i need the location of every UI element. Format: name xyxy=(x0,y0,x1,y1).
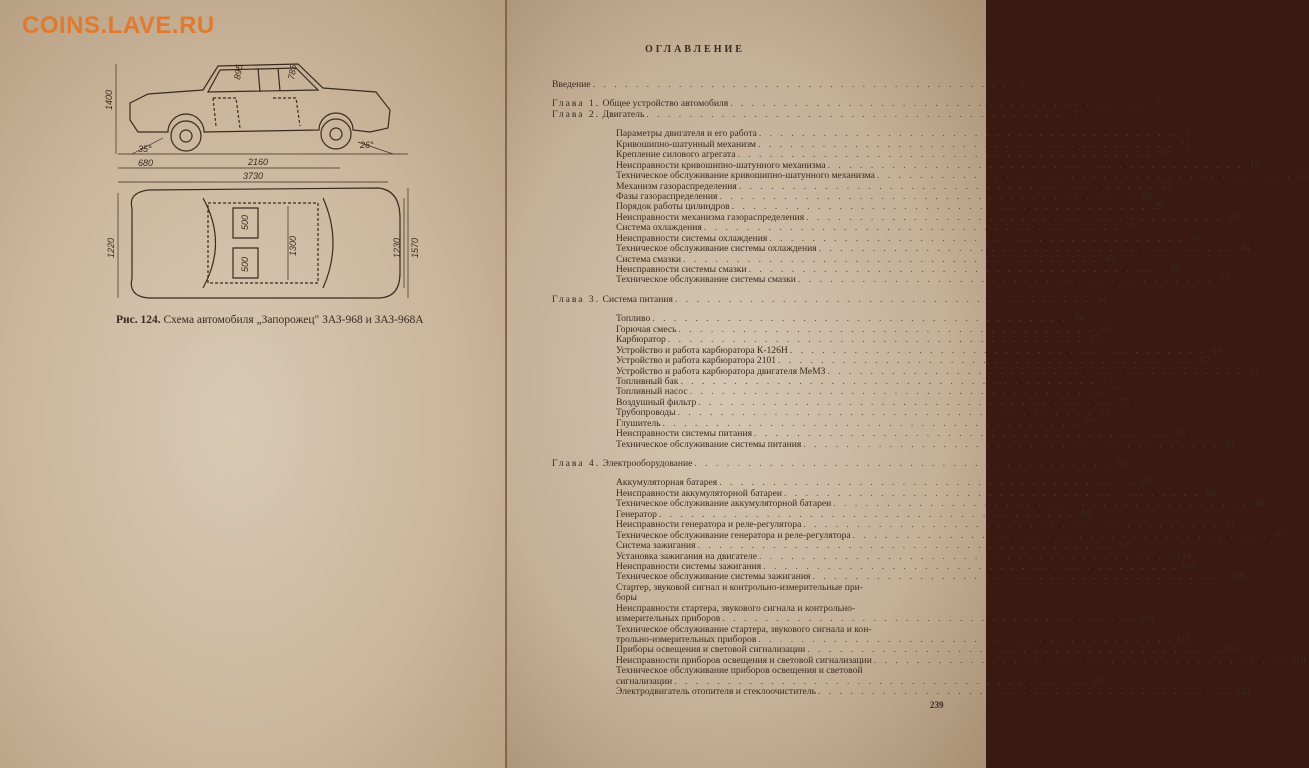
toc-entry-label: Устройство и работа карбюратора К-126Н xyxy=(616,344,788,356)
toc-page-number: 57 xyxy=(1089,334,1100,346)
toc-page-number: 11 xyxy=(1180,138,1190,150)
toc-leader-dots: . . . . . . . . . . . . . . . . . . . . . . . . . . . . . . . . . . . . . . . xyxy=(803,438,1219,450)
toc-leader-dots: . . . . . . . . . . . . . . . . . . . . . . . . . . . . . . . . . . . . . . . xyxy=(852,529,1269,541)
toc-entry-label: Фазы газораспределения xyxy=(616,190,718,202)
toc-page-number: 86 xyxy=(1206,487,1216,499)
toc-page-number: 41 xyxy=(1191,232,1202,244)
toc-leader-dots: . . . . . . . . . . . . . . . . . . . . . . . . . . . . . . . . . . . . . . . xyxy=(683,253,1099,265)
toc-chapter-entry xyxy=(552,108,1079,120)
toc-leader-dots: . . . . . . . . . . . . . . . . . . . . . . . . . . . . . . . . . . . . . . . xyxy=(652,313,1068,325)
toc-entry-label: Неисправности механизма газораспределения xyxy=(616,211,805,223)
toc-entry-title xyxy=(552,459,692,469)
toc-entry-label: Устройство и работа карбюратора двигателя МеМЗ xyxy=(616,365,826,377)
toc-leader-dots: . . . . . . . . . . . . . . . . . . . . . . . . . . . . . . . . . . . . . . . xyxy=(677,407,1094,419)
toc-entry-label: Топливный насос xyxy=(616,386,688,398)
dim-window-front: 895 xyxy=(232,63,245,81)
toc-entry-label: Техническое обслуживание приборов освещения и световой xyxy=(616,665,863,677)
toc-page-number: 83 xyxy=(1116,458,1127,469)
top-body-outline xyxy=(131,188,400,298)
toc-entry-label: измерительных приборов xyxy=(616,613,721,625)
seat-front xyxy=(213,98,240,128)
toc-entry-label: Генератор xyxy=(616,508,657,520)
dim-window-rear: 785 xyxy=(286,63,299,81)
front-wheel-hub xyxy=(180,130,192,142)
toc-page-number: 7 xyxy=(1185,128,1191,140)
toc-leader-dots: . . . . . . . . . . . . . . . . . . . . . . . . . . . . . . . . . . . . . . . xyxy=(783,487,1200,499)
toc-page-number: 104 xyxy=(1176,550,1192,562)
toc-entry-label: Карбюратор xyxy=(616,334,666,346)
toc-leader-dots: . . . . . . . . . . . . . . . . . . . . . . . . . . . . . . . . . . . . . . . xyxy=(833,498,1249,510)
toc-leader-dots: . . . . . . . . . . . . . . . . . . . . . . . . . . . . . . . . . . . . . . . xyxy=(703,222,1120,234)
toc-entry-label: трольно-измерительных приборов xyxy=(616,634,757,645)
toc-entry-title xyxy=(552,110,644,120)
toc-page-number: 19 xyxy=(1249,159,1260,171)
toc-page-number: 106 xyxy=(1230,571,1245,583)
toc-entry-label: Общее устройство автомобиля xyxy=(602,98,729,110)
toc-chapter-number: Глава 2. xyxy=(552,108,601,120)
toc-page-number: 93 xyxy=(1274,529,1285,541)
dim-wheelbase: 2160 xyxy=(248,157,269,167)
toc-entry-label: Трубопроводы xyxy=(616,407,676,419)
toc-leader-dots: . . . . . . . . . . . . . . . . . . . . . . . . . . . . . . . . . . . . . . . xyxy=(689,386,1106,398)
toc-page-number: 45 xyxy=(1105,253,1115,265)
rear-wheel xyxy=(321,119,351,149)
toc-entry-label: Электродвигатель отопителя и стеклоочиститель xyxy=(616,686,816,698)
toc-entry-title xyxy=(616,687,816,697)
toc-leader-dots: . . . . . . . . . . . . . . . . . . . . . . . . . . . . . . . . . . . . . . . xyxy=(674,293,1091,305)
toc-entry-title xyxy=(616,583,863,593)
toc-entry-label: Механизм газораспределения xyxy=(616,180,737,192)
toc-page-number: 29 xyxy=(1141,190,1152,202)
toc-leader-dots: . . . . . . . . . . . . . . . . . . . . . . . . . . . . . . . . . . . . . . . xyxy=(738,180,1155,192)
toc-page-number: 77 xyxy=(1084,417,1095,429)
toc-entry-label: Воздушный фильтр xyxy=(616,396,697,408)
toc-entry-label: Устройство и работа карбюратора 2101 xyxy=(616,355,777,367)
car-schematic xyxy=(104,58,428,308)
toc-leader-dots: . . . . . . . . . . . . . . . . . . . . . . . . . . . . . . . . . . . . . . . xyxy=(646,108,1063,120)
toc-leader-dots: . . . . . . . . . . . . . . . . . . . . . . . . . . . . . . . . . . . . . . . xyxy=(789,344,1206,356)
toc-leader-dots: . . . . . . . . . . . . . . . . . . . . . . . . . . . . . . . . . . . . . . . xyxy=(797,274,1214,286)
toc-page-number: 71 xyxy=(1249,365,1260,377)
dim-width-b: 1570 xyxy=(410,237,420,258)
toc-entry xyxy=(552,686,1251,698)
toc-entry-label: сигнализации xyxy=(616,675,673,687)
toc-leader-dots: . . . . . . . . . . . . . . . . . . . . . . . . . . . . . . . . . . . . . . . xyxy=(694,458,1111,469)
toc-page-number: 73 xyxy=(1102,375,1113,387)
toc-leader-dots: . . . . . . . . . . . . . . . . . . . . . . . . . . . . . . . . . . . . . . . xyxy=(758,550,1175,562)
toc-leader-dots: . . . . . . . . . . . . . . . . . . . . . . . . . . . . . . . . . . . . . . . xyxy=(778,355,1194,367)
toc-page-number: 54 xyxy=(1074,313,1084,325)
front-wheel xyxy=(171,121,201,151)
toc-chapter-number: Глава 1. xyxy=(552,98,601,110)
figure-caption-text: Схема автомобиля „Запорожец" ЗАЗ-968 и ЗАЗ-968А xyxy=(163,314,424,326)
toc-entry xyxy=(552,243,1251,255)
toc-leader-dots: . . . . . . . . . . . . . . . . . . . . . . . . . . . . . . . . . . . . . . . xyxy=(758,138,1174,150)
toc-page-number: 50 xyxy=(1170,264,1181,275)
toc-entry-label: Кривошипно-шатунный механизм xyxy=(616,138,757,150)
toc-entry-label: Стартер, звуковой сигнал и контрольно-измерительные при- xyxy=(616,581,863,593)
toc-leader-dots: . . . . . . . . . . . . . . . . . . . . . . . . . . . . . . . . . . . . . . . xyxy=(754,428,1170,440)
toc-page-number: 114 xyxy=(1140,613,1155,625)
toc-entry xyxy=(552,170,1309,182)
toc-entry-label: Техническое обслуживание системы охлаждения xyxy=(616,243,817,255)
toc-entry-label: Техническое обслуживание аккумуляторной батареи xyxy=(616,498,832,510)
toc-page-number: 77 xyxy=(1099,407,1110,419)
toc-page-number: 64 xyxy=(1211,344,1222,356)
toc-leader-dots: . . . . . . . . . . . . . . . . . . . . . . . . . . . . . . . . . . . . . . . xyxy=(680,375,1097,387)
toc-entry-label: Электрооборудование xyxy=(602,458,693,469)
toc-page-number: 94 xyxy=(1119,540,1130,552)
toc-entry-label: Неисправности приборов освещения и световой сигнализации xyxy=(616,654,872,666)
toc-entry xyxy=(552,583,952,593)
toc-page-number: 18 xyxy=(1159,149,1170,161)
toc-leader-dots: . . . . . . . . . . . . . . . . . . . . . . . . . . . . . . . . . . . . . . . xyxy=(737,149,1154,161)
toc-leader-dots: . . . . . . . . . . . . . . . . . . . . . . . . . . . . . . . . . . . . . . . xyxy=(758,634,1175,645)
dim-angle-front: 35° xyxy=(138,144,152,154)
toc-page-number: 115 xyxy=(1176,634,1191,645)
toc-leader-dots: . . . . . . . . . . . . . . . . . . . . . . . . . . . . . . . . . . . . . . . xyxy=(592,79,1009,90)
toc-leader-dots: . . . . . . . . . . . . . . . . . . . . . . . . . . . . . . . . . . . . . . . xyxy=(763,560,1179,572)
toc-page-number: 67 xyxy=(1200,355,1210,367)
toc-leader-dots: . . . . . . . . . . . . . . . . . . . . . . . . . . . . . . . . . . . . . . . xyxy=(807,644,1223,656)
toc-page-number: 120 xyxy=(1091,675,1107,687)
dim-track-left: 1220 xyxy=(106,237,116,258)
toc-page-number: 3 xyxy=(1019,79,1025,90)
toc-entry-label: Система питания xyxy=(602,293,673,305)
toc-leader-dots: . . . . . . . . . . . . . . . . . . . . . . . . . . . . . . . . . . . . . . . xyxy=(697,540,1114,552)
toc-entry xyxy=(552,438,1235,450)
toc-page-number: 120 xyxy=(1235,686,1251,698)
dim-height: 1400 xyxy=(104,89,114,110)
toc-leader-dots: . . . . . . . . . . . . . . . . . . . . . . . . . . . . . . . . . . . . . . . xyxy=(817,686,1234,698)
watermark: COINS.LAVE.RU xyxy=(22,12,215,39)
toc-leader-dots: . . . . . . . . . . . . . . . . . . . . . . . . . . . . . . . . . . . . . . . xyxy=(719,477,1135,489)
toc-leader-dots: . . . . . . . . . . . . . . . . . . . . . . . . . . . . . . . . . . . . . . . xyxy=(722,613,1138,625)
toc-entry-label: Горючая смесь xyxy=(616,323,677,335)
figure-number: Рис. 124. xyxy=(116,314,161,326)
dim-length: 3730 xyxy=(243,171,264,181)
toc-page-number: 54 xyxy=(1097,293,1107,305)
toc-page-number: 83 xyxy=(1141,477,1151,489)
toc-entry-label: Техническое обслуживание кривошипно-шатунного механизма xyxy=(616,170,875,182)
toc-entry-label: Техническое обслуживание системы зажигания xyxy=(616,571,811,583)
dim-interior-length: 1300 xyxy=(288,235,298,256)
toc-entry-label: Топливный бак xyxy=(616,375,679,387)
toc-entry-label: Порядок работы цилиндров xyxy=(616,201,730,213)
table-of-contents xyxy=(552,79,1309,698)
toc-page-number: 82 xyxy=(1225,438,1235,450)
toc-page-number: 92 xyxy=(1225,519,1236,531)
toc-chapter-entry xyxy=(552,79,1025,90)
dim-seat-rear: 500 xyxy=(240,256,250,272)
toc-page-number: 23 xyxy=(1160,180,1171,192)
side-pillar xyxy=(258,68,280,92)
toc-entry-label: Техническое обслуживание системы питания xyxy=(616,438,802,450)
toc-entry-label: Неисправности системы охлаждения xyxy=(616,232,768,244)
toc-page-number: 115 xyxy=(1224,644,1240,656)
toc-entry-label: Крепление силового агрегата xyxy=(616,149,736,161)
toc-entry-title xyxy=(616,275,796,285)
toc-entry xyxy=(552,274,1230,286)
toc-page-number: 7 xyxy=(1073,108,1079,120)
toc-leader-dots: . . . . . . . . . . . . . . . . . . . . . . . . . . . . . . . . . . . . . . . xyxy=(730,98,1146,110)
toc-leader-dots: . . . . . . . . . . . . . . . . . . . . . . . . . . . . . . . . . . . . . . . xyxy=(803,519,1220,531)
toc-entry-label: Неисправности аккумуляторной батареи xyxy=(616,487,782,499)
seat-rear xyxy=(273,98,300,126)
toc-leader-dots: . . . . . . . . . . . . . . . . . . . . . . . . . . . . . . . . . . . . . . . xyxy=(818,243,1235,255)
page-number: 239 xyxy=(930,700,944,710)
toc-page-number: 33 xyxy=(1125,222,1136,234)
toc-heading: ОГЛАВЛЕНИЕ xyxy=(645,44,745,55)
toc-chapter-entry xyxy=(552,293,1107,305)
toc-entry-label: Приборы освещения и световой сигнализации xyxy=(616,644,806,656)
toc-entry-label: Система зажигания xyxy=(616,540,696,552)
toc-leader-dots: . . . . . . . . . . . . . . . . . . . . . . . . . . . . . . . . . . . . . . . xyxy=(806,211,1222,223)
toc-page-number: 44 xyxy=(1240,243,1251,255)
toc-entry-label: Неисправности системы питания xyxy=(616,428,752,440)
toc-entry-title xyxy=(616,440,801,450)
top-cabin xyxy=(208,203,318,283)
toc-entry-label: Двигатель xyxy=(602,108,645,120)
toc-entry-label: Неисправности стартера, звукового сигнала и контрольно- xyxy=(616,602,856,614)
toc-chapter-number: Глава 4. xyxy=(552,458,601,469)
toc-page-number: 90 xyxy=(1081,508,1091,520)
toc-entry-label: Установка зажигания на двигателе xyxy=(616,550,757,562)
toc-entry-label: Система смазки xyxy=(616,253,682,265)
toc-entry-title xyxy=(552,80,591,90)
dim-front-overhang: 680 xyxy=(138,158,154,168)
toc-page-number: 29 xyxy=(1153,201,1164,213)
toc-entry-label: Глушитель xyxy=(616,417,661,429)
toc-leader-dots: . . . . . . . . . . . . . . . . . . . . . . . . . . . . . . . . . . . . . . . xyxy=(873,654,1290,666)
toc-leader-dots: . . . . . . . . . . . . . . . . . . . . . . . . . . . . . . . . . . . . . . . xyxy=(719,190,1136,202)
toc-leader-dots: . . . . . . . . . . . . . . . . . . . . . . . . . . . . . . . . . . . . . . . xyxy=(748,264,1165,275)
toc-entry-label: Топливо xyxy=(616,313,651,325)
dim-seat-front: 500 xyxy=(240,214,250,230)
toc-leader-dots: . . . . . . . . . . . . . . . . . . . . . . . . . . . . . . . . . . . . . . . xyxy=(876,170,1293,182)
toc-page-number: 5 xyxy=(1157,98,1162,110)
toc-page-number: 56 xyxy=(1100,323,1111,335)
toc-leader-dots: . . . . . . . . . . . . . . . . . . . . . . . . . . . . . . . . . . . . . . . xyxy=(678,323,1095,335)
toc-chapter-entry xyxy=(552,458,1127,469)
toc-page-number: 51 xyxy=(1219,274,1230,286)
toc-entry-label: Параметры двигателя и его работа xyxy=(616,128,757,140)
toc-page-number: 75 xyxy=(1120,396,1130,408)
dim-width-a: 1230 xyxy=(392,237,402,258)
toc-leader-dots: . . . . . . . . . . . . . . . . . . . . . . . . . . . . . . . . . . . . . . . xyxy=(827,365,1244,377)
toc-entry-label: Неисправности генератора и реле-регулятора xyxy=(616,519,802,531)
toc-entry-label: Аккумуляторная батарея xyxy=(616,477,718,489)
toc-entry-title xyxy=(552,295,673,305)
toc-leader-dots: . . . . . . . . . . . . . . . . . . . . . . . . . . . . . . . . . . . . . . . xyxy=(667,334,1084,346)
top-windshield xyxy=(203,198,216,288)
toc-entry-label: Введение xyxy=(552,79,591,90)
toc-page-number: 73 xyxy=(1111,386,1122,398)
figure-caption xyxy=(116,314,496,326)
left-page xyxy=(0,0,522,768)
side-body-outline xyxy=(130,64,390,132)
toc-chapter-number: Глава 3. xyxy=(552,293,601,305)
toc-entry-label: Техническое обслуживание стартера, звукового сигнала и кон- xyxy=(616,623,872,635)
rear-wheel-hub xyxy=(330,128,342,140)
dim-angle-rear: 26° xyxy=(360,140,374,150)
side-window-line xyxy=(208,68,318,92)
toc-page-number: 30 xyxy=(1228,211,1238,223)
toc-page-number: 118 xyxy=(1291,654,1306,666)
toc-page-number: 22 xyxy=(1299,170,1309,182)
toc-entry-label: Неисправности системы зажигания xyxy=(616,560,762,572)
car-schematic-svg xyxy=(104,58,428,308)
toc-leader-dots: . . . . . . . . . . . . . . . . . . . . . . . . . . . . . . . . . . . . . . . xyxy=(769,232,1186,244)
toc-leader-dots: . . . . . . . . . . . . . . . . . . . . . . . . . . . . . . . . . . . . . . . xyxy=(827,159,1244,171)
toc-leader-dots: . . . . . . . . . . . . . . . . . . . . . . . . . . . . . . . . . . . . . . . xyxy=(698,396,1114,408)
toc-leader-dots: . . . . . . . . . . . . . . . . . . . . . . . . . . . . . . . . . . . . . . . xyxy=(758,128,1175,140)
toc-entry-label: Система охлаждения xyxy=(616,222,702,234)
toc-leader-dots: . . . . . . . . . . . . . . . . . . . . . . . . . . . . . . . . . . . . . . . xyxy=(731,201,1148,213)
toc-entry-label: Неисправности системы смазки xyxy=(616,264,747,275)
toc-page-number: 78 xyxy=(1176,428,1186,440)
top-rear-window xyxy=(323,198,333,288)
toc-page-number: 105 xyxy=(1180,560,1196,572)
toc-leader-dots: . . . . . . . . . . . . . . . . . . . . . . . . . . . . . . . . . . . . . . . xyxy=(658,508,1075,520)
toc-leader-dots: . . . . . . . . . . . . . . . . . . . . . . . . . . . . . . . . . . . . . . . xyxy=(812,571,1229,583)
toc-entry-label: Неисправности кривошипно-шатунного механизма xyxy=(616,159,826,171)
toc-leader-dots: . . . . . . . . . . . . . . . . . . . . . . . . . . . . . . . . . . . . . . . xyxy=(674,675,1090,687)
toc-entry-label: Техническое обслуживание генератора и реле-регулятора xyxy=(616,529,851,541)
toc-entry-label: боры xyxy=(616,592,637,604)
toc-leader-dots: . . . . . . . . . . . . . . . . . . . . . . . . . . . . . . . . . . . . . . . xyxy=(662,417,1079,429)
toc-entry-label: Техническое обслуживание системы смазки xyxy=(616,274,796,286)
toc-page-number: 88 xyxy=(1255,498,1265,510)
